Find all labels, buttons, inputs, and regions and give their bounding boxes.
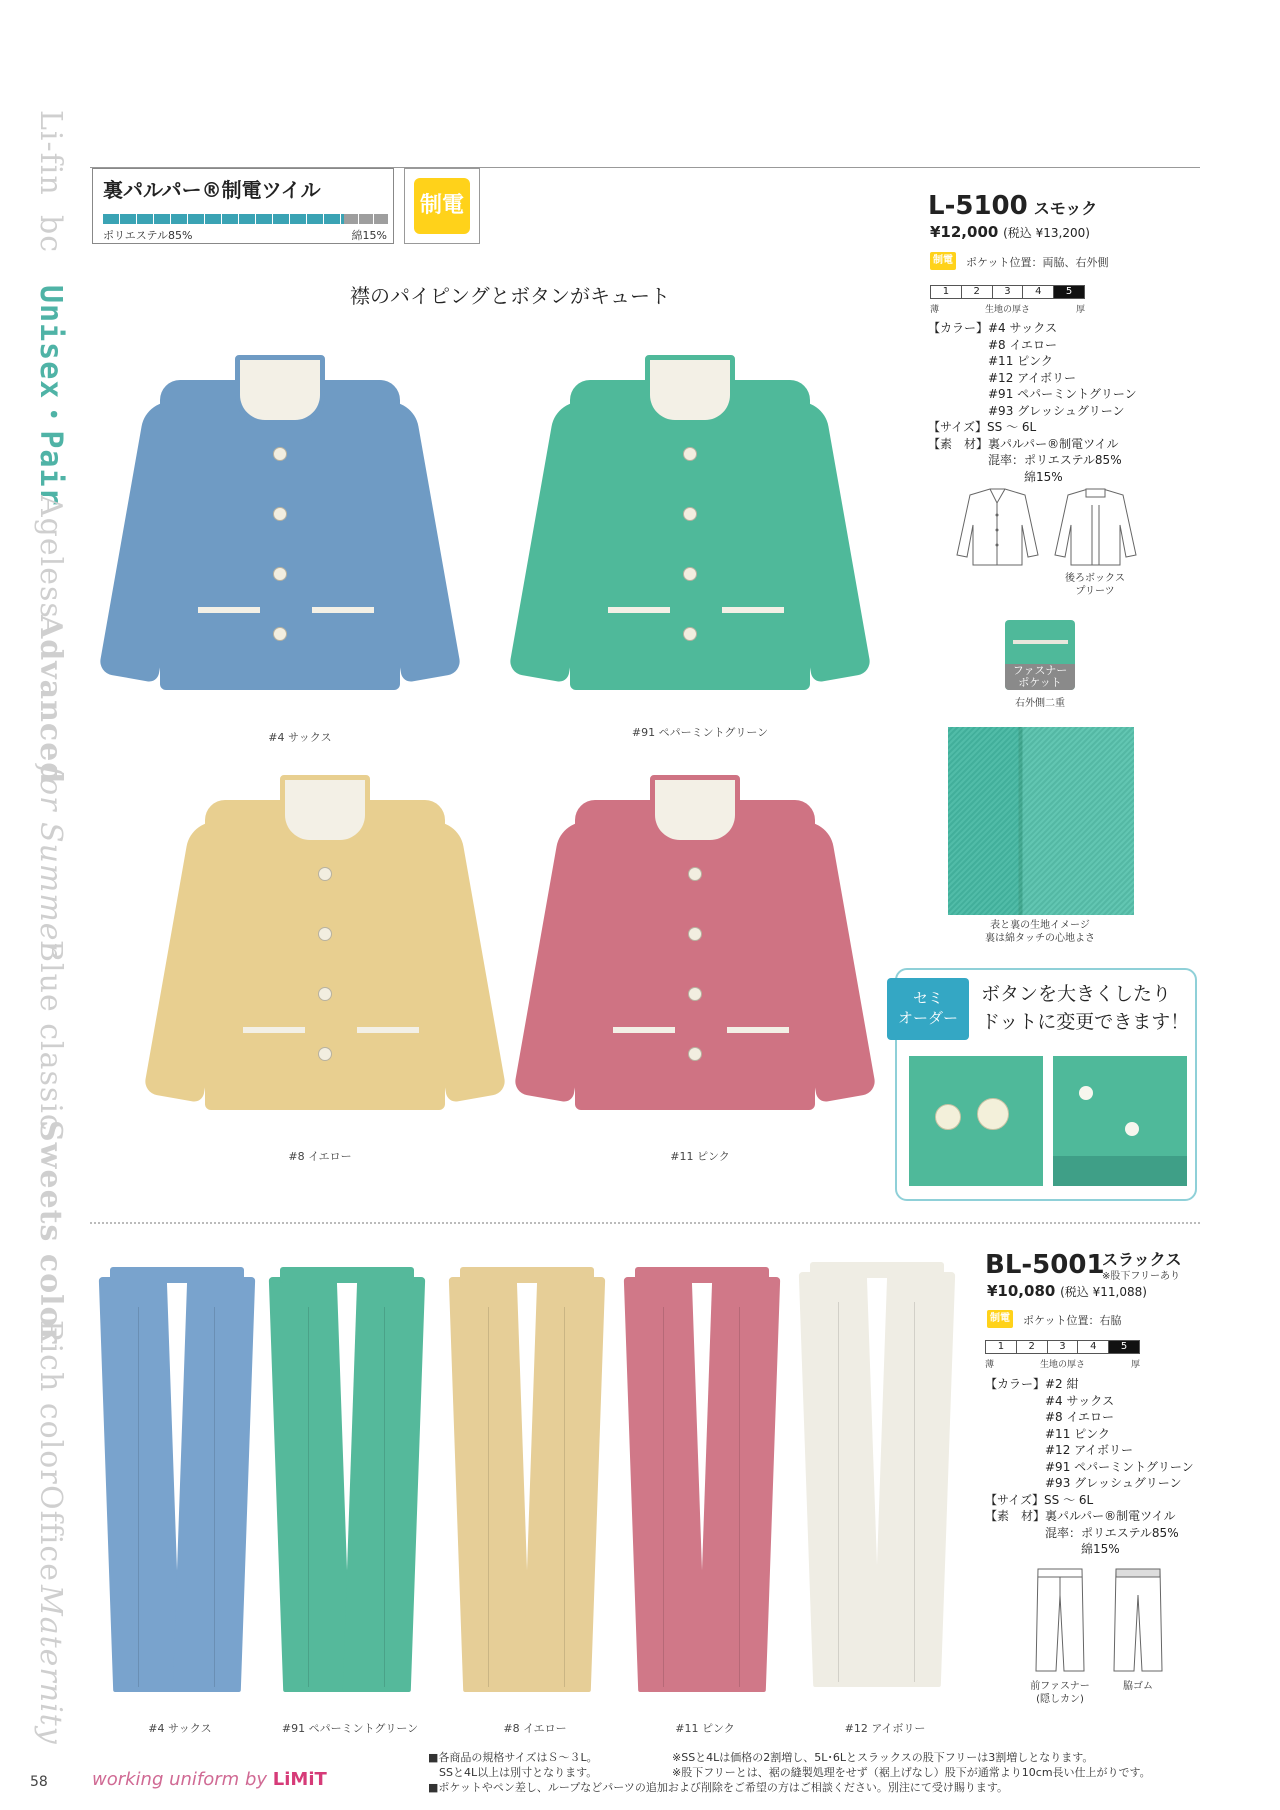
page-number: 58 — [30, 1774, 48, 1790]
pants-thickness-labels: 薄 生地の厚さ 厚 — [985, 1360, 1140, 1370]
side-nav — [30, 110, 70, 1750]
pants-antistatic-badge: 制電 — [987, 1310, 1013, 1328]
pants-spec-list: 【カラー】#2 紺 #4 サックス #8 イエロー #11 ピンク #12 アイボリー #91 ペパーミントグリーン #93 グレッシュグリーン 【サイズ】SS ～ 6L 【素 材】裏パルパー®制電ツイル 混率：ポリエステル85% 綿15% — [985, 1377, 1194, 1556]
fabric-title: 裏パルパー®制電ツイル — [103, 178, 321, 202]
pants-caption: #12 アイボリー — [844, 1722, 926, 1735]
jacket-image-pink — [545, 765, 845, 1125]
jacket-antistatic-badge: 制電 — [930, 252, 956, 270]
side-nav-item-advanced[interactable]: Advanced — [33, 615, 68, 785]
pants-price: ¥10,080 (税込 ¥11,088) — [987, 1282, 1147, 1300]
jacket-front-line-drawing — [950, 485, 1045, 570]
jacket-caption: #8 イエロー — [288, 1150, 352, 1163]
pants-side-caption: 脇ゴム — [1123, 1681, 1153, 1692]
pants-image-peppermint-green — [272, 1267, 422, 1697]
jacket-back-caption: 後ろボックス プリーツ — [1065, 573, 1125, 597]
jacket-thickness-scale: 1 2 3 4 5 — [930, 285, 1085, 299]
pants-image-sax — [102, 1267, 252, 1697]
jacket-caption: #4 サックス — [268, 731, 332, 744]
jacket-model: L-5100 スモック — [928, 191, 1098, 221]
side-nav-item-maternity[interactable]: Maternity — [33, 1585, 68, 1745]
pants-pocket-position: ポケット位置：右脇 — [1023, 1314, 1122, 1327]
pants-image-ivory — [802, 1262, 952, 1692]
semi-order-title: ボタンを大きくしたり ドットに変更できます！ — [981, 983, 1190, 1033]
semi-order-badge: セミ オーダー — [887, 978, 969, 1040]
footer-notes-left: ■各商品の規格サイズはＳ～３L。 SSと4L以上は別寸となります。 ■ポケットやペン差し、ループなどパーツの追加および削除をご希望の方はご相談ください。別注にて受け賜ります。 — [428, 1751, 1008, 1794]
jacket-spec-list: 【カラー】#4 サックス #8 イエロー #11 ピンク #12 アイボリー #91 ペパーミントグリーン #93 グレッシュグリーン 【サイズ】SS ～ 6L 【素 材】裏パルパー®制電ツイル 混率：ポリエステル85% 綿15% — [928, 321, 1137, 484]
pants-caption: #91 ペパーミントグリーン — [281, 1722, 419, 1735]
side-nav-item-li-fin[interactable]: Li-fin — [33, 110, 68, 196]
pants-side-line-drawing — [1108, 1565, 1168, 1675]
pants-kind: スラックス — [1102, 1250, 1182, 1269]
footer-notes-right: ※SSと4Lは価格の2割増し、5L･6Lとスラックスの股下フリーは3割増しとなります。 ※股下フリーとは、裾の縫製処理をせず（裾上げなし）股下が通常より10cm長い仕上がりです。 — [672, 1751, 1151, 1779]
fabric-box — [92, 168, 394, 244]
dot-button-sample-image — [1053, 1056, 1187, 1186]
fabric-texture-swatch — [948, 727, 1134, 915]
pants-image-yellow — [452, 1267, 602, 1697]
pants-caption: #11 ピンク — [675, 1722, 735, 1735]
side-nav-item-bc[interactable]: bc — [33, 215, 68, 254]
jacket-image-peppermint-green — [540, 345, 840, 705]
semi-order-box — [895, 968, 1197, 1201]
pants-front-line-drawing — [1030, 1565, 1090, 1675]
side-nav-item-rich-color[interactable]: Rich color — [33, 1320, 68, 1485]
limit-logo: LiMiT — [272, 1769, 327, 1790]
jacket-caption: #91 ペパーミントグリーン — [631, 726, 769, 739]
side-nav-item-for-summer[interactable]: for Summer — [33, 765, 68, 957]
side-nav-item-ageless[interactable]: Ageless — [33, 495, 68, 619]
zipper-pocket-caption: 右外側二重 — [1015, 698, 1065, 709]
pants-caption: #4 サックス — [148, 1722, 212, 1735]
fabric-cotton-label: 綿15% — [351, 229, 387, 242]
antistatic-badge: 制電 — [404, 168, 480, 244]
side-nav-item-blue-classic[interactable]: Blue classic — [33, 940, 68, 1132]
jacket-back-line-drawing — [1048, 485, 1143, 570]
zipper-pocket-image: ファスナー ポケット — [1005, 620, 1075, 690]
jacket-pocket-position: ポケット位置：両脇、右外側 — [966, 256, 1109, 269]
pants-front-caption: 前ファスナー (隠しカン) — [1030, 1681, 1090, 1705]
footer-brand: working uniform by LiMiT — [92, 1769, 327, 1790]
pants-inseam-note: ※股下フリーあり — [1102, 1271, 1180, 1282]
pants-thickness-scale: 1 2 3 4 5 — [985, 1340, 1140, 1354]
side-nav-item-office[interactable]: Office — [33, 1485, 68, 1582]
pants-image-pink — [627, 1267, 777, 1697]
side-nav-item-unisex-pair[interactable]: Unisex・Pair — [33, 285, 68, 507]
jacket-image-yellow — [175, 765, 475, 1125]
section-divider — [90, 1222, 1200, 1224]
side-nav-item-sweets-color[interactable]: Sweets color — [33, 1120, 68, 1345]
fabric-composition-bar — [103, 214, 389, 224]
pants-model: BL-5001 — [985, 1250, 1105, 1280]
catchphrase: 襟のパイピングとボタンがキュート — [350, 284, 670, 308]
jacket-thickness-labels: 薄 生地の厚さ 厚 — [930, 305, 1085, 315]
fabric-texture-caption: 表と裏の生地イメージ 裏は綿タッチの心地よさ — [985, 920, 1095, 944]
jacket-caption: #11 ピンク — [670, 1150, 730, 1163]
jacket-image-sax — [130, 345, 430, 705]
large-button-sample-image — [909, 1056, 1043, 1186]
jacket-price: ¥12,000 (税込 ¥13,200) — [930, 223, 1090, 241]
pants-caption: #8 イエロー — [503, 1722, 567, 1735]
fabric-polyester-label: ポリエステル85% — [103, 229, 193, 242]
